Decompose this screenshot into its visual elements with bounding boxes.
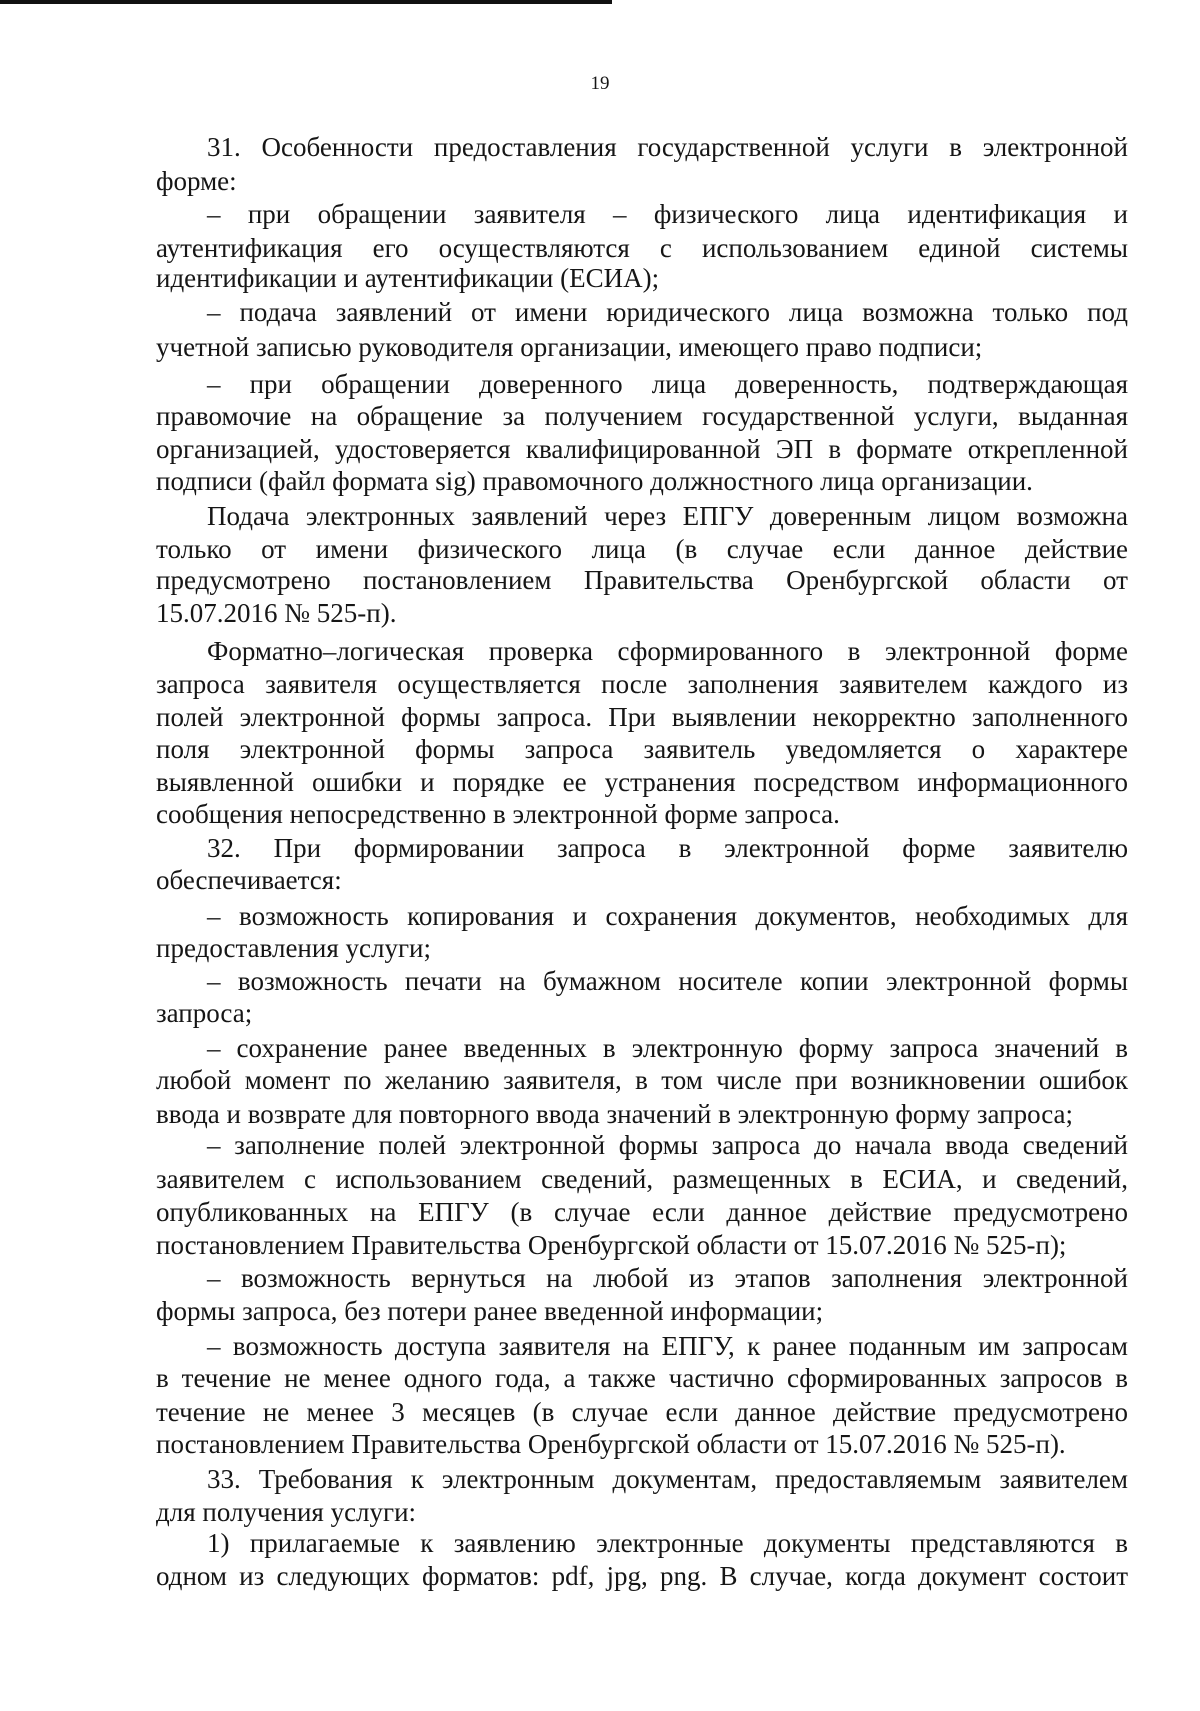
text-line: в течение не менее одного года, а также частично сформированных запросов в [156, 1363, 1128, 1393]
text-line: правомочие на обращение за получением государственной услуги, выданная [156, 401, 1128, 431]
page-number: 19 [590, 73, 610, 94]
text-line: запроса; [156, 998, 253, 1028]
text-line: – заполнение полей электронной формы запроса до начала ввода сведений [207, 1130, 1128, 1160]
text-line: – возможность печати на бумажном носителе копии электронной формы [207, 966, 1128, 996]
text-line: для получения услуги: [156, 1497, 417, 1527]
text-line: – возможность доступа заявителя на ЕПГУ, к ранее поданным им запросам [207, 1331, 1128, 1361]
text-line: поля электронной формы запроса заявитель уведомляется о характере [156, 734, 1128, 764]
text-line: – при обращении заявителя – физического лица идентификация и [207, 199, 1128, 229]
text-line: 32. При формировании запроса в электронной форме заявителю [207, 833, 1128, 863]
text-line: полей электронной формы запроса. При выявлении некорректно заполненного [156, 702, 1128, 732]
text-line: постановлением Правительства Оренбургской области от 15.07.2016 № 525-п); [156, 1230, 1067, 1260]
text-line: выявленной ошибки и порядке ее устранения посредством информационного [156, 767, 1128, 797]
text-line: формы запроса, без потери ранее введенной информации; [156, 1296, 824, 1326]
text-line: опубликованных на ЕПГУ (в случае если данное действие предусмотрено [156, 1197, 1128, 1227]
text-line: одном из следующих форматов: pdf, jpg, png. В случае, когда документ состоит [156, 1561, 1128, 1591]
text-line: – сохранение ранее введенных в электронную форму запроса значений в [207, 1033, 1128, 1063]
text-line: – подача заявлений от имени юридического лица возможна только под [207, 297, 1128, 327]
text-line: 33. Требования к электронным документам, предоставляемым заявителем [207, 1464, 1128, 1494]
text-line: предоставления услуги; [156, 933, 431, 963]
text-line: постановлением Правительства Оренбургской области от 15.07.2016 № 525-п). [156, 1429, 1066, 1459]
text-line: аутентификация его осуществляются с использованием единой системы [156, 233, 1128, 263]
scan-edge [0, 0, 612, 4]
text-line: форме: [156, 166, 237, 196]
text-line: – возможность вернуться на любой из этапов заполнения электронной [207, 1263, 1128, 1293]
text-line: – при обращении доверенного лица доверенность, подтверждающая [207, 369, 1128, 399]
text-line: 31. Особенности предоставления государственной услуги в электронной [207, 132, 1128, 162]
text-line: идентификации и аутентификации (ЕСИА); [156, 263, 660, 293]
text-line: Форматно–логическая проверка сформированного в электронной форме [207, 636, 1128, 666]
text-line: обеспечивается: [156, 865, 342, 895]
text-line: – возможность копирования и сохранения документов, необходимых для [207, 901, 1128, 931]
text-line: ввода и возврате для повторного ввода значений в электронную форму запроса; [156, 1099, 1074, 1129]
text-line: заявителем с использованием сведений, размещенных в ЕСИА, и сведений, [156, 1164, 1128, 1194]
text-line: сообщения непосредственно в электронной форме запроса. [156, 799, 840, 829]
text-line: организацией, удостоверяется квалифицированной ЭП в формате открепленной [156, 434, 1128, 464]
text-line: только от имени физического лица (в случае если данное действие [156, 534, 1128, 564]
text-line: подписи (файл формата sig) правомочного должностного лица организации. [156, 466, 1033, 496]
text-line: течение не менее 3 месяцев (в случае если данное действие предусмотрено [156, 1397, 1128, 1427]
text-line: 1) прилагаемые к заявлению электронные документы представляются в [207, 1528, 1128, 1558]
text-line: запроса заявителя осуществляется после заполнения заявителем каждого из [156, 669, 1128, 699]
text-line: предусмотрено постановлением Правительства Оренбургской области от [156, 565, 1128, 595]
text-line: Подача электронных заявлений через ЕПГУ доверенным лицом возможна [207, 501, 1128, 531]
text-line: 15.07.2016 № 525-п). [156, 598, 397, 628]
text-line: учетной записью руководителя организации, имеющего право подписи; [156, 332, 983, 362]
text-line: любой момент по желанию заявителя, в том числе при возникновении ошибок [156, 1065, 1128, 1095]
